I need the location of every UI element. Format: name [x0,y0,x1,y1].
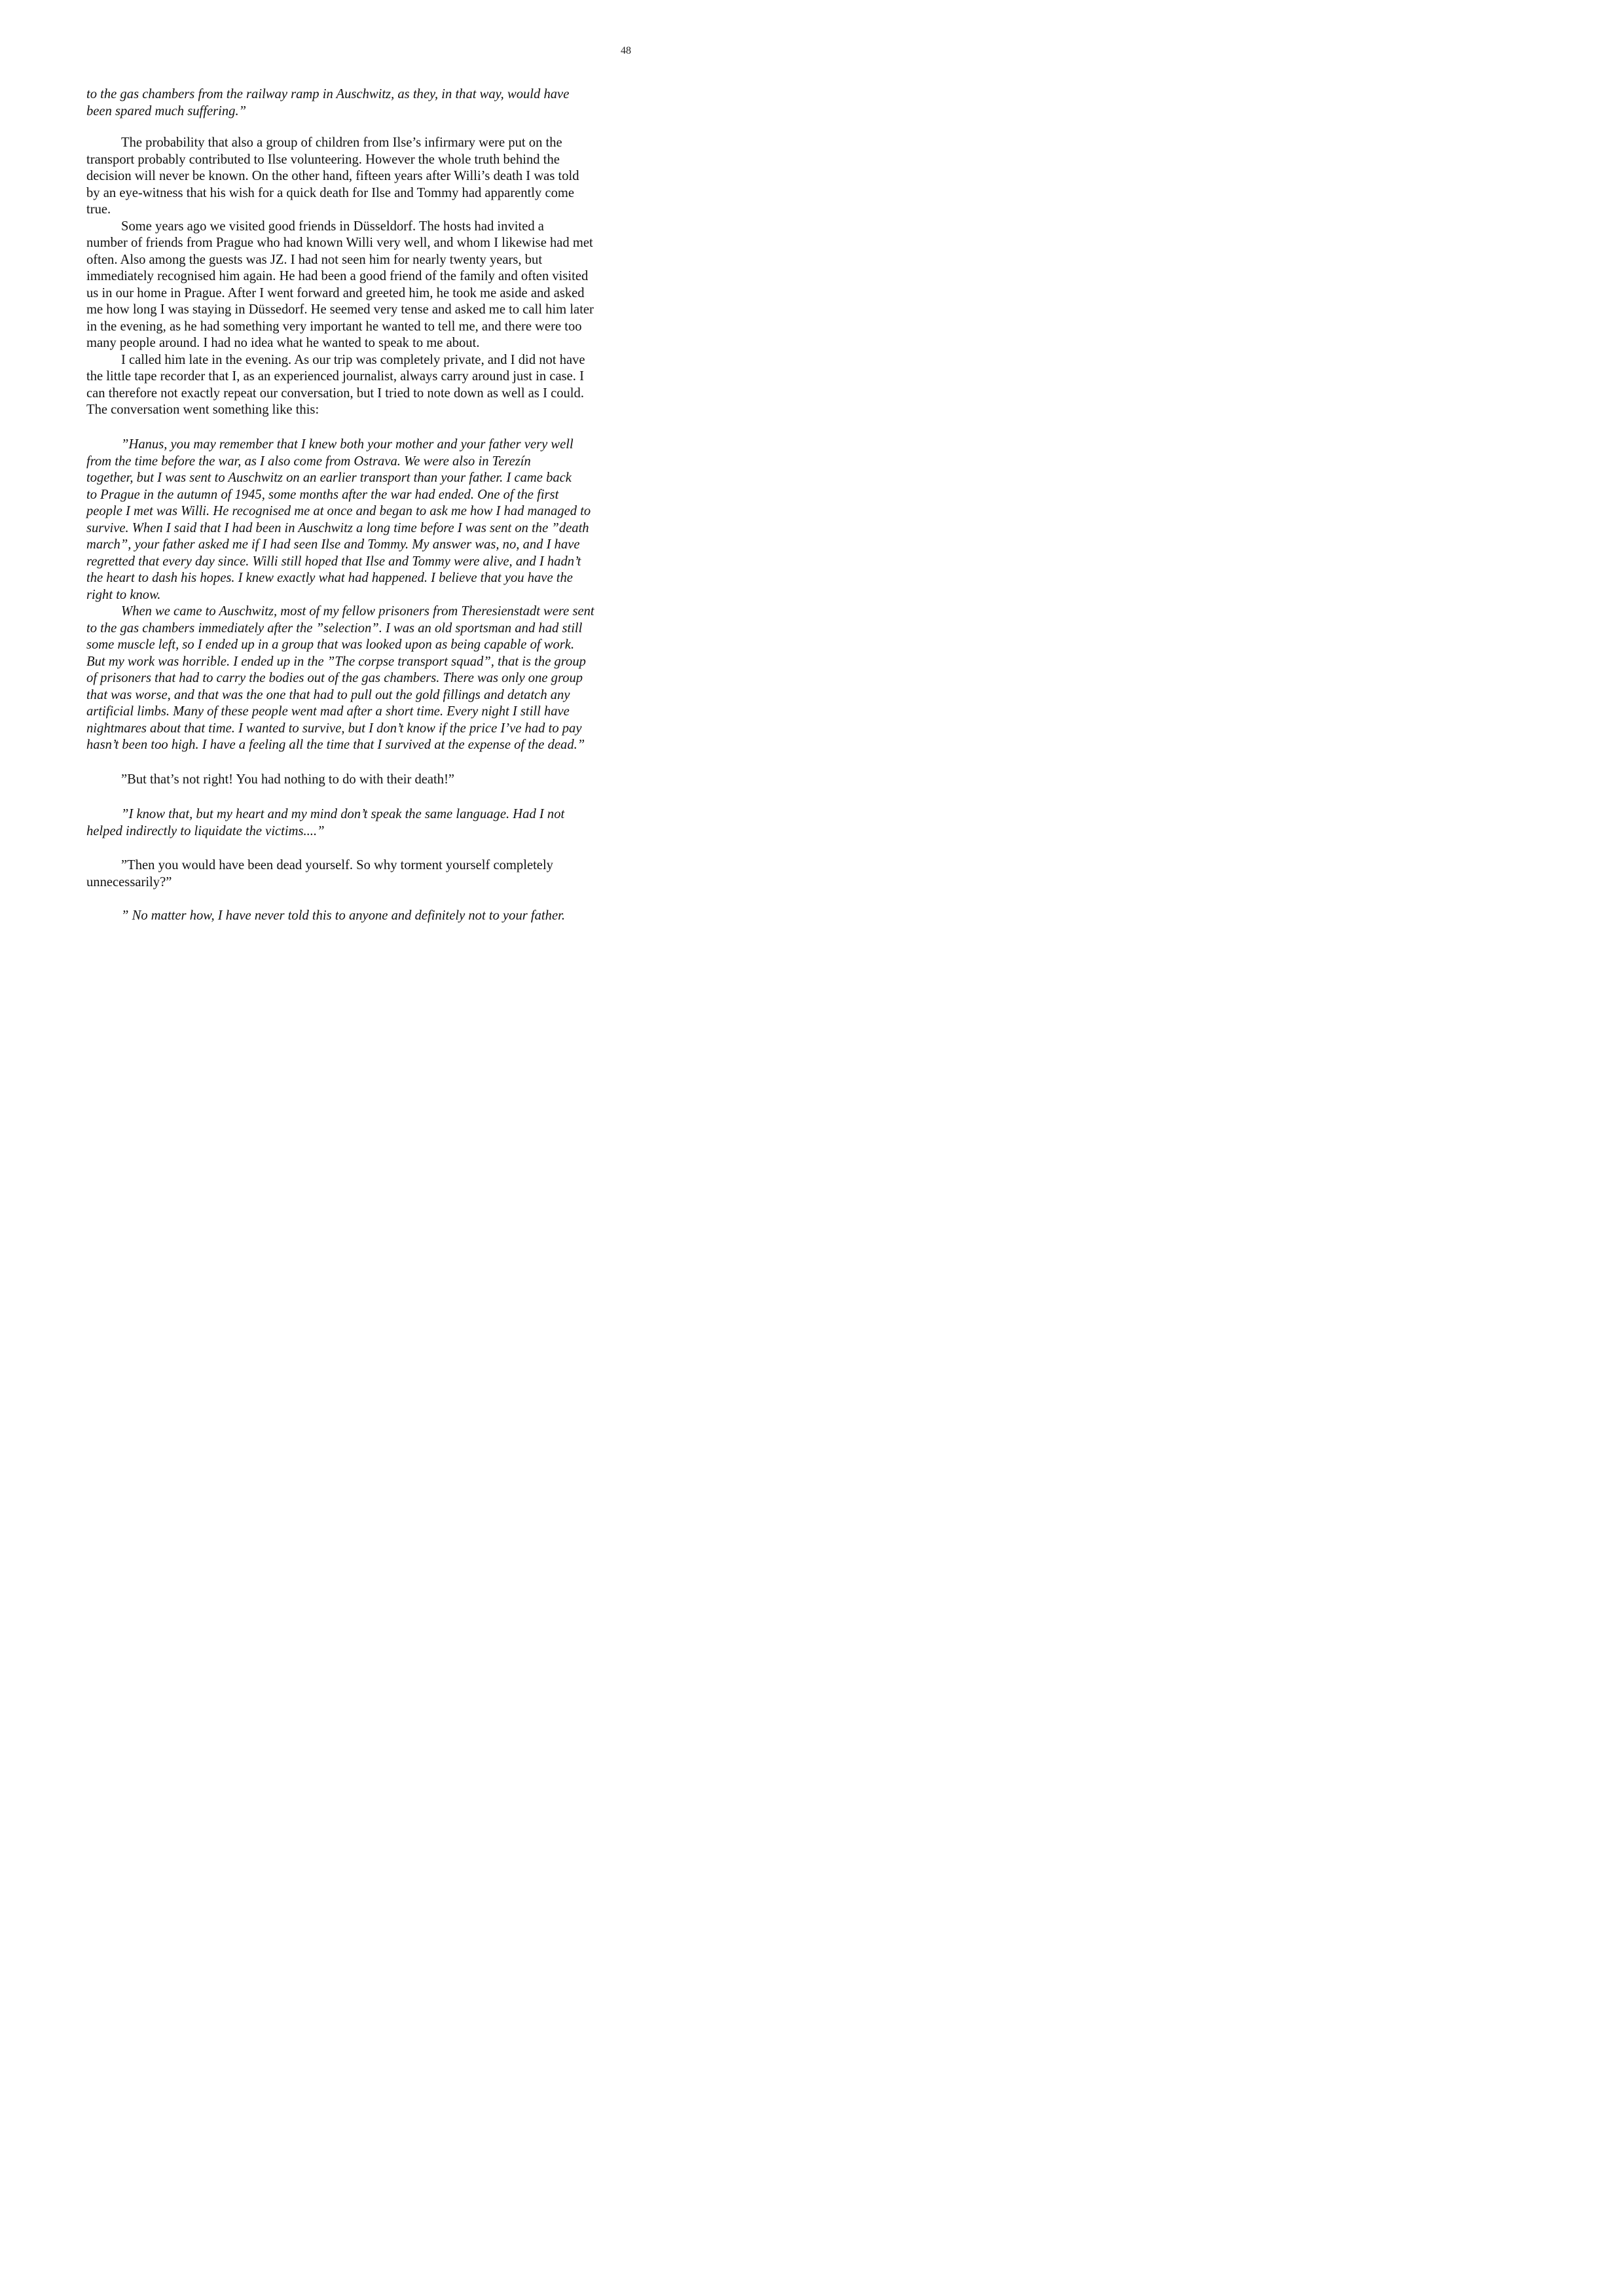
text-line: the heart to dash his hopes. I knew exactly what had happened. I believe that you have the [86,571,573,585]
text-line: often. Also among the guests was JZ. I had not seen him for nearly twenty years, but [86,252,543,267]
text-line: of prisoners that had to carry the bodies out of the gas chambers. There was only one group [86,671,583,685]
paragraph-jz-testimony [86,437,640,603]
text-line: nightmares about that time. I wanted to survive, but I don’t know if the price I’ve had to pay [86,721,582,736]
text-line: ”I know that, but my heart and my mind don’t speak the same language. Had I not [121,807,565,821]
text-line: The probability that also a group of children from Ilse’s infirmary were put on the [121,135,562,150]
page-number: 48 [621,45,631,56]
text-line: together, but I was sent to Auschwitz on an earlier transport than your father. I came back [86,471,572,485]
text-line: survive. When I said that I had been in Auschwitz a long time before I was sent on the ”death [86,520,589,535]
paragraph-reply-dead-yourself [86,857,640,891]
paragraph-heart-and-mind [86,806,640,840]
text-line: Some years ago we visited good friends in Düsseldorf. The hosts had invited a [121,219,544,234]
text-line: people I met was Willi. He recognised me at once and began to ask me how I had managed to [86,504,591,518]
text-line: by an eye-witness that his wish for a quick death for Ilse and Tommy had apparently come [86,185,575,200]
text-line: some muscle left, so I ended up in a group that was looked upon as being capable of work. [86,637,575,652]
text-line: can therefore not exactly repeat our conversation, but I tried to note down as well as I could. [86,386,584,401]
text-line: many people around. I had no idea what he wanted to speak to me about. [86,336,480,350]
text-line: ”Hanus, you may remember that I knew both your mother and your father very well [121,437,574,452]
text-line: ” No matter how, I have never told this to anyone and definitely not to your father. [121,908,565,923]
paragraph-auschwitz-account [86,603,640,754]
text-line: us in our home in Prague. After I went forward and greeted him, he took me aside and asked [86,285,585,300]
text-line: unnecessarily?” [86,874,172,889]
text-line: ”Then you would have been dead yourself. So why torment yourself completely [121,858,553,872]
paragraph-reply-not-right [86,772,640,789]
text-line: to the gas chambers immediately after the ”selection”. I was an old sportsman and had still [86,620,583,636]
text-line: me how long I was staying in Düssedorf. He seemed very tense and asked me to call him later [86,302,594,317]
text-line: the little tape recorder that I, as an experienced journalist, always carry around just in case. I [86,369,584,384]
text-line: decision will never be known. On the other hand, fifteen years after Willi’s death I was told [86,169,579,183]
text-line: artificial limbs. Many of these people went mad after a short time. Every night I still have [86,704,570,719]
text-line: ”But that’s not right! You had nothing to do with their death!” [121,772,455,787]
paragraph-phone-call [86,352,640,419]
document-page [0,0,720,1019]
text-line: regretted that every day since. Willi still hoped that Ilse and Tommy were alive, and I hadn’t [86,554,581,569]
paragraph-quote-continuation [86,86,640,120]
text-line: to Prague in the autumn of 1945, some months after the war had ended. One of the first [86,487,559,502]
paragraph-probability [86,135,640,219]
text-line: When we came to Auschwitz, most of my fellow prisoners from Theresienstadt were sent [121,604,594,619]
text-line: true. [86,202,111,217]
text-line: from the time before the war, as I also come from Ostrava. We were also in Terezín [86,454,531,469]
paragraph-dusseldorf [86,219,640,352]
text-line: I called him late in the evening. As our trip was completely private, and I did not have [121,352,585,367]
text-line: been spared much suffering.” [86,103,247,118]
paragraph-never-told [86,908,640,925]
text-line: right to know. [86,587,161,602]
text-line: in the evening, as he had something very important he wanted to tell me, and there were too [86,319,582,334]
text-line: hasn’t been too high. I have a feeling all the time that I survived at the expense of the dead.” [86,738,585,752]
text-line: transport probably contributed to Ilse volunteering. However the whole truth behind the [86,152,560,167]
text-line: to the gas chambers from the railway ramp in Auschwitz, as they, in that way, would have [86,87,570,101]
text-line: The conversation went something like this: [86,403,319,417]
text-line: immediately recognised him again. He had been a good friend of the family and often visited [86,269,589,283]
text-line: But my work was horrible. I ended up in the ”The corpse transport squad”, that is the group [86,654,586,669]
text-line: number of friends from Prague who had known Willi very well, and whom I likewise had met [86,236,593,250]
text-line: march”, your father asked me if I had seen Ilse and Tommy. My answer was, no, and I have [86,537,580,552]
text-line: that was worse, and that was the one that had to pull out the gold fillings and detatch any [86,687,570,702]
text-line: helped indirectly to liquidate the victims....” [86,823,325,838]
